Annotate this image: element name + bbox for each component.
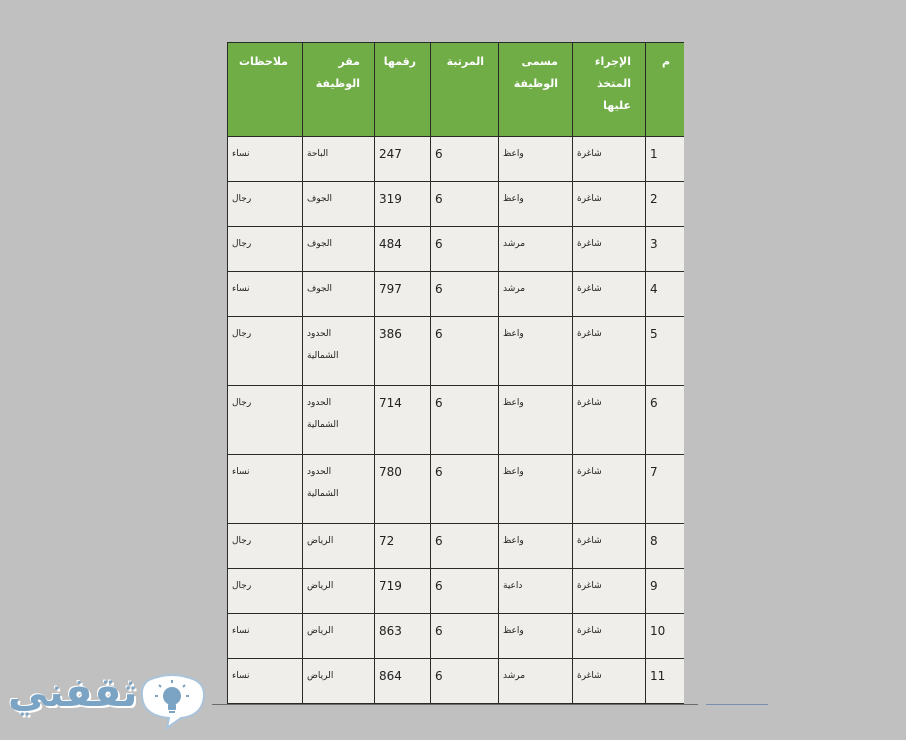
cell-m: 3 [646, 227, 685, 272]
cell-title: واعظ [499, 182, 573, 227]
table-row [228, 524, 685, 569]
cell-location: الجوف [303, 227, 375, 272]
cell-grade: 6 [431, 227, 499, 272]
cell-notes: نساء [228, 659, 303, 704]
cell-action: شاغرة [573, 317, 646, 386]
table-row [228, 569, 685, 614]
cell-title: واعظ [499, 614, 573, 659]
cell-notes: نساء [228, 137, 303, 182]
cell-title: واعظ [499, 455, 573, 524]
cell-location: الحدود الشمالية [303, 455, 375, 524]
cell-number: 863 [375, 614, 431, 659]
cell-action: شاغرة [573, 386, 646, 455]
cell-location: الرياض [303, 659, 375, 704]
cell-m: 5 [646, 317, 685, 386]
cell-number: 72 [375, 524, 431, 569]
table-row [228, 182, 685, 227]
cell-grade: 6 [431, 569, 499, 614]
cell-location: الحدود الشمالية [303, 386, 375, 455]
cell-number: 484 [375, 227, 431, 272]
cell-title: مرشد [499, 227, 573, 272]
cell-number: 719 [375, 569, 431, 614]
table-body [228, 137, 685, 704]
cell-m: 9 [646, 569, 685, 614]
cell-number: 386 [375, 317, 431, 386]
header-number: رقمها [375, 43, 431, 137]
cell-notes: رجال [228, 227, 303, 272]
vacancies-table [227, 42, 684, 704]
cell-title: واعظ [499, 386, 573, 455]
lightbulb-icon [137, 672, 207, 734]
cell-m: 1 [646, 137, 685, 182]
header-m: م [646, 43, 685, 137]
cell-notes: نساء [228, 455, 303, 524]
header-title: مسمى الوظيفة [499, 43, 573, 137]
table-row [228, 272, 685, 317]
header-action: الإجراء المتخذ عليها [573, 43, 646, 137]
cell-number: 780 [375, 455, 431, 524]
cell-action: شاغرة [573, 524, 646, 569]
table-row [228, 659, 685, 704]
table-row [228, 386, 685, 455]
cell-action: شاغرة [573, 455, 646, 524]
cell-number: 864 [375, 659, 431, 704]
cell-title: واعظ [499, 524, 573, 569]
page-bottom-rule [212, 704, 698, 705]
watermark-text: ثقفني [8, 670, 138, 716]
cell-m: 8 [646, 524, 685, 569]
cell-grade: 6 [431, 455, 499, 524]
cell-notes: رجال [228, 317, 303, 386]
cell-grade: 6 [431, 614, 499, 659]
cell-grade: 6 [431, 272, 499, 317]
cell-notes: رجال [228, 524, 303, 569]
cell-location: الرياض [303, 614, 375, 659]
cell-number: 319 [375, 182, 431, 227]
cell-action: شاغرة [573, 272, 646, 317]
cell-grade: 6 [431, 182, 499, 227]
cell-title: داعية [499, 569, 573, 614]
cell-grade: 6 [431, 386, 499, 455]
cell-m: 6 [646, 386, 685, 455]
cell-location: الحدود الشمالية [303, 317, 375, 386]
header-grade: المرتبة [431, 43, 499, 137]
table-row [228, 614, 685, 659]
table-header [228, 43, 685, 137]
cell-title: مرشد [499, 659, 573, 704]
cell-m: 7 [646, 455, 685, 524]
cell-action: شاغرة [573, 182, 646, 227]
cell-grade: 6 [431, 137, 499, 182]
cell-number: 714 [375, 386, 431, 455]
table-row [228, 455, 685, 524]
cell-notes: رجال [228, 182, 303, 227]
header-location: مقر الوظيفة [303, 43, 375, 137]
table-row [228, 317, 685, 386]
cell-m: 11 [646, 659, 685, 704]
cell-action: شاغرة [573, 659, 646, 704]
cell-notes: رجال [228, 569, 303, 614]
cell-location: الجوف [303, 272, 375, 317]
cell-action: شاغرة [573, 614, 646, 659]
cell-number: 247 [375, 137, 431, 182]
cell-action: شاغرة [573, 137, 646, 182]
cell-action: شاغرة [573, 227, 646, 272]
table-row [228, 137, 685, 182]
cell-grade: 6 [431, 317, 499, 386]
cell-notes: نساء [228, 272, 303, 317]
cell-location: الباحة [303, 137, 375, 182]
cell-action: شاغرة [573, 569, 646, 614]
cell-location: الجوف [303, 182, 375, 227]
page-bottom-rule-right [706, 704, 768, 705]
cell-m: 2 [646, 182, 685, 227]
header-notes: ملاحظات [228, 43, 303, 137]
cell-location: الرياض [303, 524, 375, 569]
document-page [227, 42, 684, 704]
cell-title: واعظ [499, 317, 573, 386]
cell-grade: 6 [431, 659, 499, 704]
cell-notes: رجال [228, 386, 303, 455]
cell-m: 10 [646, 614, 685, 659]
cell-number: 797 [375, 272, 431, 317]
cell-title: واعظ [499, 137, 573, 182]
cell-notes: نساء [228, 614, 303, 659]
cell-location: الرياض [303, 569, 375, 614]
watermark-logo [0, 668, 215, 740]
cell-title: مرشد [499, 272, 573, 317]
cell-grade: 6 [431, 524, 499, 569]
cell-m: 4 [646, 272, 685, 317]
table-row [228, 227, 685, 272]
